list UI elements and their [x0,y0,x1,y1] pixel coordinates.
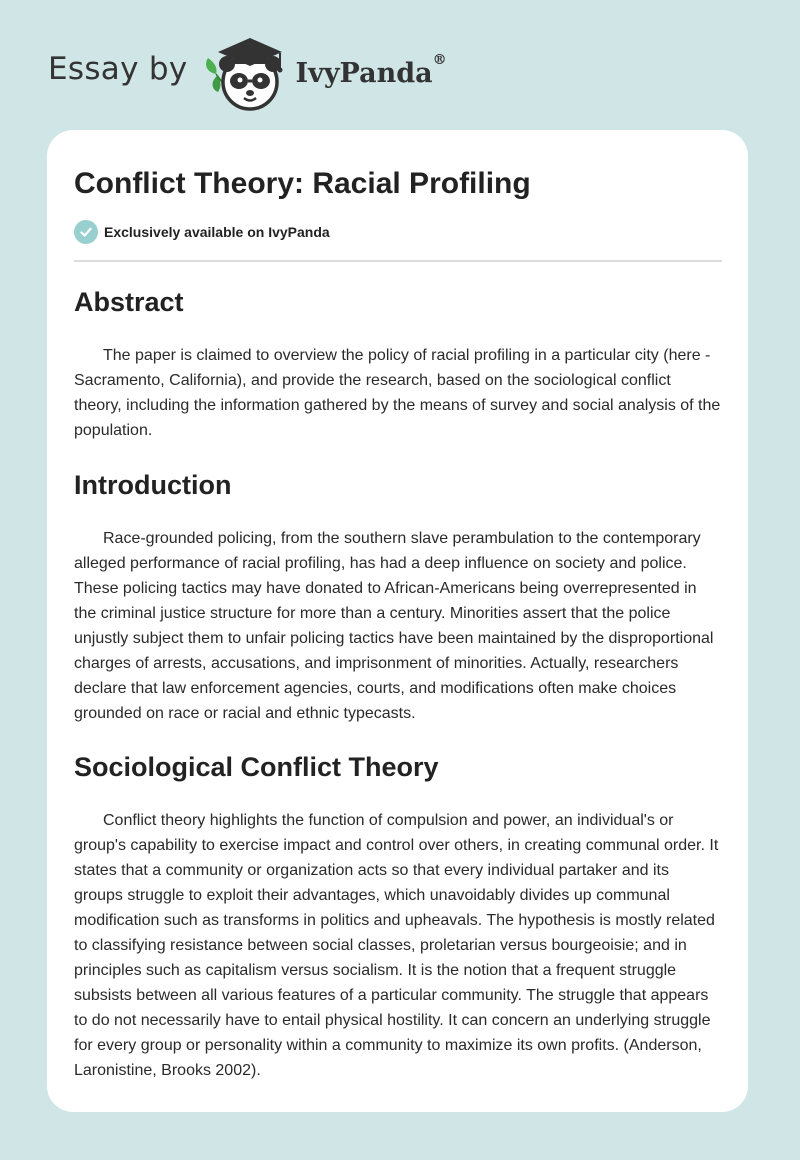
section-paragraph: Race-grounded policing, from the southern slave perambulation to the contemporary alleged performance of racial profiling, has had a deep influence on society and police. These policing tactics may have donated to African-Americans being overrepresented in the criminal justice structure for more than a century. Minorities assert that the police unjustly subject them to unfair policing tactics have been maintained by the disproportional charges of arrests, accusations, and imprisonment of minorities. Actually, researchers declare that law enforcement agencies, courts, and modifications often make choices grounded on race or racial and ethnic typecasts. [74,530,714,722]
essay-card [47,130,748,1112]
section-heading: Sociological Conflict Theory [74,752,439,782]
brand-prefix: Essay by [48,51,188,87]
section-paragraph: Conflict theory highlights the function of compulsion and power, an individual's or group's capability to exercise impact and control over others, in creating communal order. It states that a community or organization acts so that every individual partaker and its groups struggle to exploit their advantages, which unavoidably divides up communal modification such as transforms in politics and upheavals. The hypothesis is mostly related to classifying resistance between social classes, proletarian versus bourgeoisie; and in principles such as capitalism versus socialism. It is the notion that a frequent struggle subsists between all various features of a particular community. The struggle that appears to do not necessarily have to entail physical hostility. It can concern an underlying struggle for every group or personality within a community to maximize its own profits. (Anderson, Laronistine, Brooks 2002). [74,812,719,1079]
exclusive-badge [74,220,722,262]
section-sociological-conflict-theory [74,747,722,1083]
section-heading: Introduction [74,470,232,500]
site-brand[interactable] [48,30,447,114]
page-title: Conflict Theory: Racial Profiling [74,167,531,200]
section-introduction [74,465,722,726]
panda-graduation-cap-icon [202,30,292,114]
section-abstract [74,282,722,443]
section-heading: Abstract [74,287,184,317]
registered-mark: ® [432,51,447,68]
check-icon [74,220,98,244]
brand-name: IvyPanda® [295,51,447,89]
section-paragraph: The paper is claimed to overview the policy of racial profiling in a particular city (here - Sacramento, California), and provide the research, based on the sociological conflict theory, including the information gathered by the means of survey and social analysis of the population. [74,347,721,439]
badge-label: Exclusively available on IvyPanda [104,224,330,240]
